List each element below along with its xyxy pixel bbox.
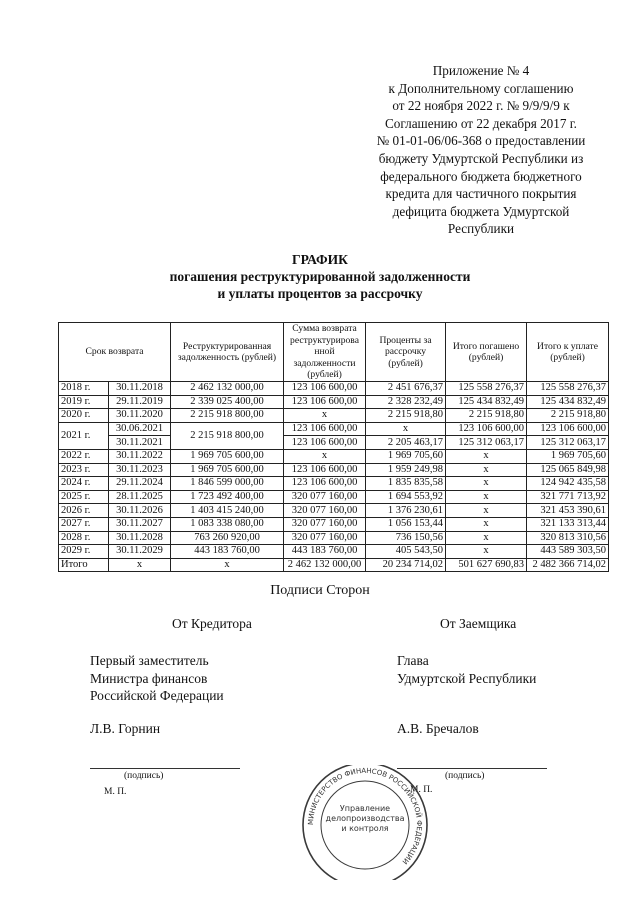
debt-cell: 1 723 492 400,00 [171,490,284,504]
borrower-label: От Заемщика [440,616,517,631]
creditor-role-line: Министра финансов [90,670,208,686]
total-due-cell: 123 106 600,00 [527,422,609,436]
debt-cell: 1 403 415 240,00 [171,504,284,518]
document-subtitle: погашения реструктурированной задолженности [169,269,471,284]
interest-total-cell: 20 234 714,02 [366,558,446,572]
table-row [59,409,609,423]
table-row [59,504,609,518]
appendix-line: Республики [447,221,515,237]
total-repaid-cell: x [446,477,527,491]
header-interest: Проценты за рассрочку (рублей) [366,323,446,382]
appendix-line: № 01-01-06/06-368 о предоставлении [376,133,586,149]
interest-cell: 1 959 249,98 [366,463,446,477]
total-repaid-cell: 125 558 276,37 [446,382,527,396]
year-cell: 2027 г. [59,517,109,531]
official-seal [300,765,433,880]
date-cell: 28.11.2025 [109,490,171,504]
interest-cell: 1 056 153,44 [366,517,446,531]
date-cell: 30.11.2020 [109,409,171,423]
debt-cell: 1 846 599 000,00 [171,477,284,491]
table-header-row [59,323,609,382]
interest-cell: 1 969 705,60 [366,449,446,463]
total-due-cell: 321 133 313,44 [527,517,609,531]
debt-cell: 2 339 025 400,00 [171,395,284,409]
debt-cell: 2 215 918 800,00 [171,409,284,423]
header-total-due: Итого к уплате (рублей) [527,323,609,382]
total-repaid-cell: x [446,504,527,518]
table-total-row [59,558,609,572]
header-total-repaid: Итого погашено (рублей) [446,323,527,382]
seal-center-line: делопроизводства [325,814,405,823]
table-row [59,382,609,396]
total-repaid-total-cell: 501 627 690,83 [446,558,527,572]
date-cell: 29.11.2019 [109,395,171,409]
repayment-cell: 123 106 600,00 [284,382,366,396]
table-row [59,422,609,436]
appendix-line: бюджету Удмуртской Республики из [378,150,584,166]
debt-cell: 2 462 132 000,00 [171,382,284,396]
debt-cell: 763 260 920,00 [171,531,284,545]
signatures-heading: Подписи Сторон [270,583,370,598]
borrower-role-line: Глава [397,653,429,668]
creditor-role [90,652,224,705]
table-row [59,490,609,504]
borrower-role [397,652,536,687]
creditor-signature-line [90,768,240,769]
total-repaid-cell: x [446,490,527,504]
date-cell: 30.11.2023 [109,463,171,477]
table-row [59,477,609,491]
creditor-role-line: Первый заместитель [90,653,209,668]
interest-cell: 2 451 676,37 [366,382,446,396]
header-due-date: Срок возврата [59,323,171,382]
year-cell: 2025 г. [59,490,109,504]
year-cell: 2022 г. [59,449,109,463]
table-row [59,395,609,409]
total-repaid-cell: x [446,449,527,463]
repayment-cell: 123 106 600,00 [284,436,366,450]
total-repaid-cell: x [446,517,527,531]
year-cell: 2026 г. [59,504,109,518]
year-cell: 2018 г. [59,382,109,396]
date-cell: 30.11.2026 [109,504,171,518]
total-repaid-cell: 125 312 063,17 [446,436,527,450]
year-cell: 2028 г. [59,531,109,545]
total-repaid-cell: 125 434 832,49 [446,395,527,409]
creditor-role-line: Российской Федерации [90,688,224,703]
repayment-cell: 320 077 160,00 [284,531,366,545]
total-due-cell: 2 215 918,80 [527,409,609,423]
repayment-cell: 123 106 600,00 [284,477,366,491]
total-due-cell: 1 969 705,60 [527,449,609,463]
header-restructured-debt: Реструктурированная задолженность (рублей) [171,323,284,382]
total-due-cell: 125 065 849,98 [527,463,609,477]
interest-cell: 2 215 918,80 [366,409,446,423]
creditor-label: От Кредитора [172,616,252,631]
date-cell: 29.11.2024 [109,477,171,491]
total-due-total-cell: 2 482 366 714,02 [527,558,609,572]
appendix-line: Соглашению от 22 декабря 2017 г. [385,115,577,131]
repayment-cell: x [284,449,366,463]
interest-cell: 2 328 232,49 [366,395,446,409]
table-row [59,517,609,531]
table-row [59,463,609,477]
date-cell: 30.11.2027 [109,517,171,531]
interest-cell: 2 205 463,17 [366,436,446,450]
debt-cell: 2 215 918 800,00 [171,422,284,449]
debt-cell: 1 969 705 600,00 [171,449,284,463]
table-row [59,449,609,463]
interest-cell: 736 150,56 [366,531,446,545]
table-row [59,436,609,450]
document-subtitle-2: и уплаты процентов за рассрочку [217,286,423,301]
date-cell: 30.11.2018 [109,382,171,396]
repayment-cell: 320 077 160,00 [284,517,366,531]
interest-cell: 1 694 553,92 [366,490,446,504]
total-due-cell: 443 589 303,50 [527,545,609,559]
interest-cell: 405 543,50 [366,545,446,559]
debt-cell: 1 969 705 600,00 [171,463,284,477]
repayment-total-cell: 2 462 132 000,00 [284,558,366,572]
total-due-cell: 321 771 713,92 [527,490,609,504]
year-cell: 2019 г. [59,395,109,409]
repayment-schedule-table [58,322,609,572]
repayment-cell: 443 183 760,00 [284,545,366,559]
appendix-line: кредита для частичного покрытия [385,186,577,202]
year-cell: 2024 г. [59,477,109,491]
table-row [59,545,609,559]
total-repaid-cell: x [446,531,527,545]
date-cell: 30.06.2021 [109,422,171,436]
total-due-cell: 321 453 390,61 [527,504,609,518]
seal-center-line: Управление [339,804,391,813]
year-cell: 2029 г. [59,545,109,559]
interest-cell: 1 835 835,58 [366,477,446,491]
borrower-role-line: Удмуртской Республики [397,670,537,686]
borrower-stamp-place: М. П. [410,785,433,795]
total-due-cell: 125 434 832,49 [527,395,609,409]
creditor-name: Л.В. Горнин [90,721,161,736]
interest-cell: x [366,422,446,436]
header-repayment-amount: Сумма возврата реструктурирова нной задолженности (рублей) [284,323,366,382]
date-cell: 30.11.2022 [109,449,171,463]
date-cell: x [109,558,171,572]
date-cell: 30.11.2028 [109,531,171,545]
document-title: ГРАФИК [292,252,348,267]
year-cell: 2023 г. [59,463,109,477]
repayment-cell: x [284,409,366,423]
creditor-stamp-place: М. П. [104,787,127,797]
repayment-cell: 320 077 160,00 [284,490,366,504]
appendix-line: к Дополнительному соглашению [388,80,574,96]
date-cell: 30.11.2021 [109,436,171,450]
year-cell: 2020 г. [59,409,109,423]
appendix-header [356,62,606,238]
creditor-signature-caption: (подпись) [124,771,164,781]
debt-cell: 1 083 338 080,00 [171,517,284,531]
total-repaid-cell: x [446,463,527,477]
seal-outer-text-path: МИНИСТЕРСТВО ФИНАНСОВ РОССИЙСКОЙ ФЕДЕРАЦИИ [306,766,424,866]
total-repaid-cell: 2 215 918,80 [446,409,527,423]
date-cell: 30.11.2029 [109,545,171,559]
seal-center-line: и контроля [341,824,389,833]
repayment-cell: 123 106 600,00 [284,463,366,477]
appendix-line: от 22 ноября 2022 г. № 9/9/9/9 к [392,98,570,114]
total-due-cell: 320 813 310,56 [527,531,609,545]
interest-cell: 1 376 230,61 [366,504,446,518]
repayment-cell: 123 106 600,00 [284,395,366,409]
appendix-line: федерального бюджета бюджетного [380,168,582,184]
debt-cell: x [171,558,284,572]
repayment-cell: 320 077 160,00 [284,504,366,518]
repayment-cell: 123 106 600,00 [284,422,366,436]
total-label-cell: Итого [59,558,109,572]
borrower-name: А.В. Бречалов [397,721,479,736]
appendix-line: Приложение № 4 [432,63,530,78]
total-repaid-cell: 123 106 600,00 [446,422,527,436]
year-cell: 2021 г. [59,422,109,449]
total-repaid-cell: x [446,545,527,559]
total-due-cell: 125 558 276,37 [527,382,609,396]
debt-cell: 443 183 760,00 [171,545,284,559]
appendix-line: дефицита бюджета Удмуртской [392,203,570,219]
borrower-signature-caption: (подпись) [445,771,485,781]
total-due-cell: 125 312 063,17 [527,436,609,450]
table-row [59,531,609,545]
total-due-cell: 124 942 435,58 [527,477,609,491]
